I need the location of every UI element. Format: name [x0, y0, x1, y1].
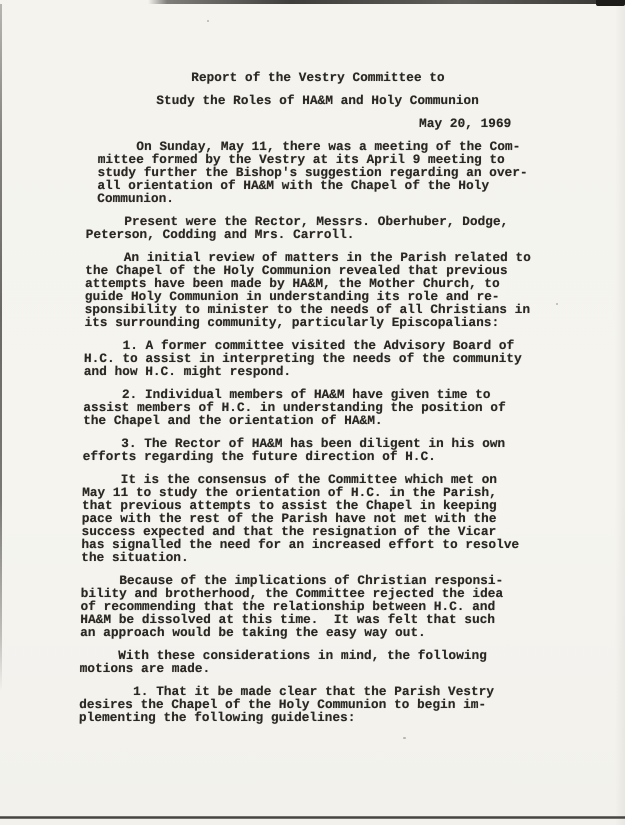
list-item-1-former-committee: 1. A former committee visited the Advisory Board of H.C. to assist in interpreting the needs of the community and how H.C. might respond.: [83, 338, 522, 379]
scan-edge-top-corner: [596, 0, 625, 6]
document-title-line-2: Study the Roles of HA&M and Holy Communion: [156, 93, 479, 108]
list-item-2-individual-members: 2. Individual members of HA&M have given time to assist members of H.C. in understanding the position of the Chapel and the orientation of HA&M.: [83, 387, 506, 428]
paragraph-attendees: Present were the Rector, Messrs. Oberhuber, Dodge, Peterson, Codding and Mrs. Carroll.: [85, 214, 509, 242]
list-item-3-rector-diligence: 3. The Rector of HA&M has been diligent in his own efforts regarding the future direction of H.C.: [82, 436, 506, 464]
scan-speck: [403, 737, 406, 739]
scan-edge-left: [0, 4, 2, 692]
paragraph-consensus: It is the consensus of the Committee which met on May 11 to study the orientation of H.C. in the Parish, that previous attempts to assist the Chapel in keeping pace with the rest of the Parish have not met with the success expected and that the resignation of the Vicar has signalled the need for an increased effort to resolve the situation.: [81, 472, 520, 565]
paragraph-motions-intro: With these considerations in mind, the following motions are made.: [79, 648, 487, 676]
scan-speck: [207, 20, 209, 22]
scan-edge-bottom: [0, 816, 625, 819]
paragraph-initial-review: An initial review of matters in the Parish related to the Chapel of the Holy Communion revealed that previous attempts have been made by HA&M, the Mother Church, to guide Holy Communion in understanding its role and re- sponsibility to minister to the needs of all Christians in its surrounding community, particularly Episcopalians:: [84, 250, 531, 330]
document-date: May 20, 1969: [419, 116, 512, 131]
typewritten-text-block: [79, 71, 548, 734]
paragraph-rejected-dissolution: Because of the implications of Christian responsi- bility and brotherhood, the Committee rejected the idea of recommending that the relationship between H.C. and HA&M be dissolved at this time. It was felt that such an approach would be taking the easy way out.: [80, 573, 504, 640]
document-title-line-1: Report of the Vestry Committee to: [191, 70, 445, 85]
scan-speck: [556, 303, 558, 305]
scan-right-shading: [615, 0, 625, 825]
motion-1-guidelines: 1. That it be made clear that the Parish Vestry desires the Chapel of the Holy Communion to begin im- plementing the following guidelines:: [78, 684, 495, 725]
paragraph-meeting-overview: On Sunday, May 11, there was a meeting of the Com- mittee formed by the Vestry at its April 9 meeting to study further the Bishop's suggestion regarding an over- all orientation of HA&M with the Chapel of the Holy Communion.: [97, 139, 528, 206]
scan-edge-top: [148, 0, 625, 4]
